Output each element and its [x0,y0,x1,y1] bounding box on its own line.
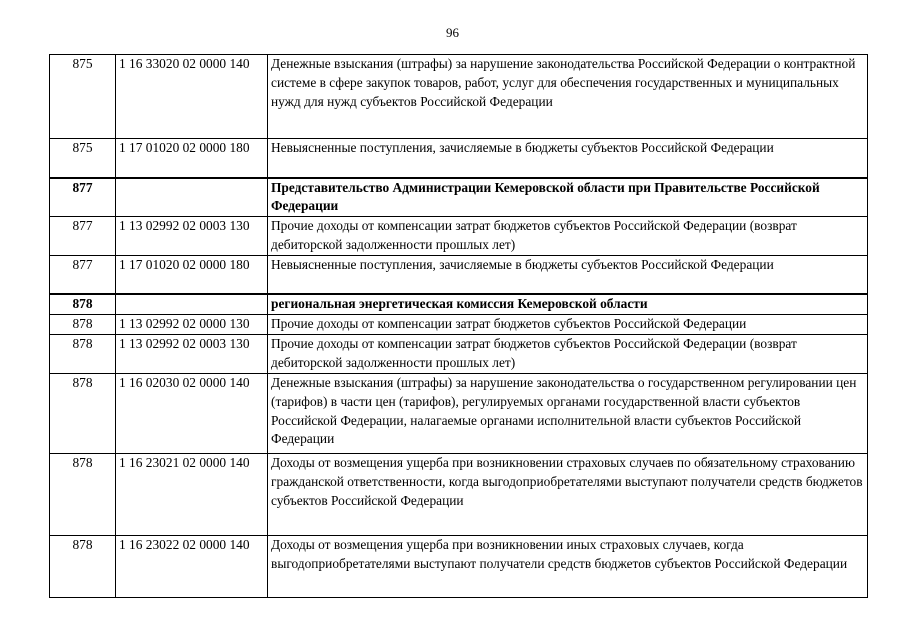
income-code-cell [116,178,268,217]
income-code-cell: 1 13 02992 02 0003 130 [116,334,268,373]
admin-code-cell: 877 [50,217,116,256]
income-name-cell: Невыясненные поступления, зачисляемые в бюджеты субъектов Российской Федерации [268,139,868,178]
table-row [50,314,868,334]
admin-code-cell: 875 [50,139,116,178]
admin-code-cell: 878 [50,453,116,535]
income-code-cell: 1 16 33020 02 0000 140 [116,55,268,139]
income-name-cell: Прочие доходы от компенсации затрат бюджетов субъектов Российской Федерации [268,314,868,334]
income-name-cell: Доходы от возмещения ущерба при возникновении страховых случаев по обязательному страхованию гражданской ответственности, когда выгодоприобретателями выступают получатели средств бюджетов субъектов Российской Федерации [268,453,868,535]
admin-code-cell: 878 [50,535,116,597]
table-row [50,373,868,453]
income-name-cell: Денежные взыскания (штрафы) за нарушение законодательства Российской Федерации о контрактной системе в сфере закупок товаров, работ, услуг для обеспечения государственных и муниципальных нужд для нужд субъектов Российской Федерации [268,55,868,139]
table-row [50,334,868,373]
table-row [50,535,868,597]
income-name-cell: Невыясненные поступления, зачисляемые в бюджеты субъектов Российской Федерации [268,255,868,294]
table-row [50,453,868,535]
admin-code-cell: 878 [50,373,116,453]
income-code-cell: 1 16 23022 02 0000 140 [116,535,268,597]
income-code-cell: 1 16 02030 02 0000 140 [116,373,268,453]
admin-code-cell: 877 [50,255,116,294]
admin-code-cell: 875 [50,55,116,139]
admin-code-cell: 877 [50,178,116,217]
income-code-cell [116,294,268,314]
budget-classification-table [49,54,868,598]
income-name-cell: Прочие доходы от компенсации затрат бюджетов субъектов Российской Федерации (возврат дебиторской задолженности прошлых лет) [268,334,868,373]
income-name-cell: Прочие доходы от компенсации затрат бюджетов субъектов Российской Федерации (возврат дебиторской задолженности прошлых лет) [268,217,868,256]
income-code-cell: 1 16 23021 02 0000 140 [116,453,268,535]
income-code-cell: 1 13 02992 02 0000 130 [116,314,268,334]
administrator-header-row [50,178,868,217]
administrator-name-cell: региональная энергетическая комиссия Кемеровской области [268,294,868,314]
income-name-cell: Доходы от возмещения ущерба при возникновении иных страховых случаев, когда выгодоприобретателями выступают получатели средств бюджетов субъектов Российской Федерации [268,535,868,597]
income-code-cell: 1 17 01020 02 0000 180 [116,255,268,294]
income-name-cell: Денежные взыскания (штрафы) за нарушение законодательства о государственном регулировании цен (тарифов) в части цен (тарифов), регулируемых органами государственной власти субъектов Российской Федерации, налагаемые органами исполнительной власти субъектов Российской Федерации [268,373,868,453]
table-row [50,255,868,294]
administrator-name-cell: Представительство Администрации Кемеровской области при Правительстве Российской Федерации [268,178,868,217]
table-row [50,139,868,178]
admin-code-cell: 878 [50,334,116,373]
table-row [50,55,868,139]
page-number: 96 [446,25,459,40]
admin-code-cell: 878 [50,294,116,314]
admin-code-cell: 878 [50,314,116,334]
administrator-header-row [50,294,868,314]
income-code-cell: 1 13 02992 02 0003 130 [116,217,268,256]
income-code-cell: 1 17 01020 02 0000 180 [116,139,268,178]
table-row [50,217,868,256]
